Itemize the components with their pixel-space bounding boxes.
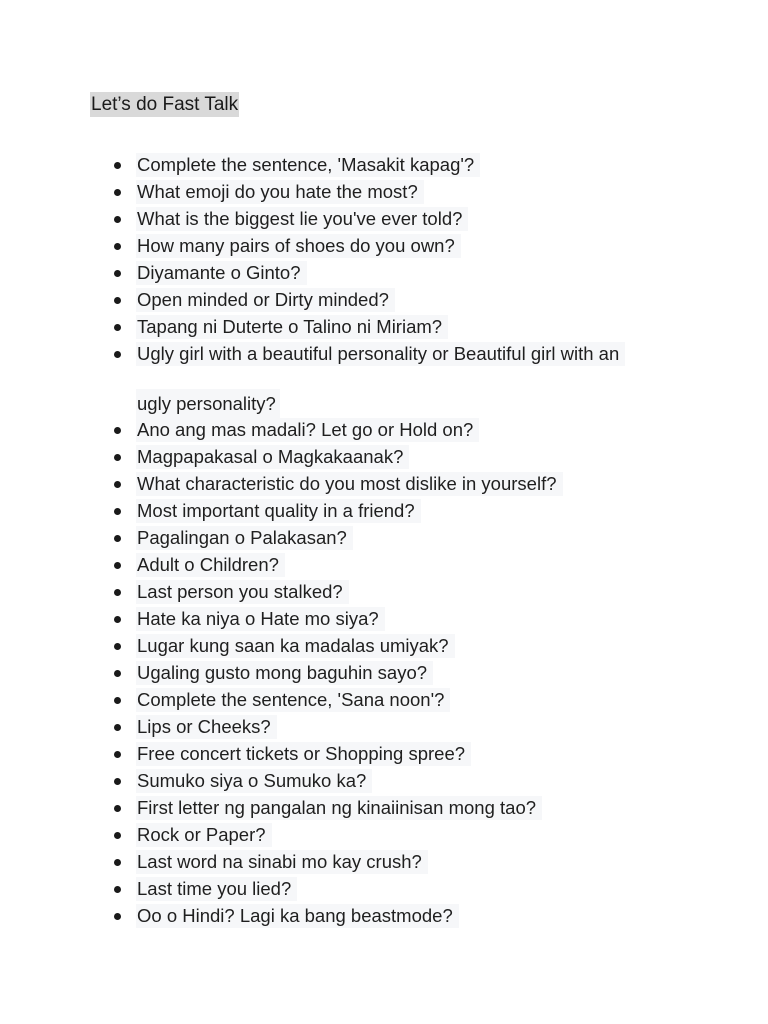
bullet-icon	[114, 616, 121, 623]
bullet-icon	[114, 805, 121, 812]
bullet-icon	[114, 913, 121, 920]
list-item	[112, 767, 732, 794]
question-text: Hate ka niya o Hate mo siya?	[136, 607, 385, 631]
list-item	[112, 713, 732, 740]
list-item	[112, 794, 732, 821]
bullet-icon	[114, 427, 121, 434]
list-item	[112, 232, 732, 259]
bullet-icon	[114, 724, 121, 731]
list-item	[112, 902, 732, 929]
list-item	[112, 578, 732, 605]
question-text: Rock or Paper?	[136, 823, 272, 847]
question-text: What is the biggest lie you've ever told?	[136, 207, 468, 231]
question-text: Last person you stalked?	[136, 580, 349, 604]
question-text: Diyamante o Ginto?	[136, 261, 307, 285]
question-text: Ugly girl with a beautiful personality or Beautiful girl with an	[136, 342, 625, 366]
list-item	[112, 286, 732, 313]
bullet-icon	[114, 270, 121, 277]
bullet-icon	[114, 670, 121, 677]
bullet-icon	[114, 643, 121, 650]
question-text: Magpapakasal o Magkakaanak?	[136, 445, 409, 469]
question-text: Pagalingan o Palakasan?	[136, 526, 353, 550]
question-text: Sumuko siya o Sumuko ka?	[136, 769, 372, 793]
list-item	[112, 740, 732, 767]
bullet-icon	[114, 859, 121, 866]
list-item	[112, 151, 732, 178]
document-title: Let’s do Fast Talk	[91, 94, 239, 115]
question-text: Lips or Cheeks?	[136, 715, 277, 739]
question-text: What characteristic do you most dislike in yourself?	[136, 472, 563, 496]
bullet-icon	[114, 481, 121, 488]
list-item	[112, 416, 732, 443]
bullet-icon	[114, 351, 121, 358]
list-item	[112, 821, 732, 848]
question-text: What emoji do you hate the most?	[136, 180, 424, 204]
bullet-icon	[114, 162, 121, 169]
list-item	[112, 178, 732, 205]
list-item	[112, 848, 732, 875]
question-text: How many pairs of shoes do you own?	[136, 234, 461, 258]
bullet-icon	[114, 508, 121, 515]
bullet-icon	[114, 562, 121, 569]
question-text: Ano ang mas madali? Let go or Hold on?	[136, 418, 479, 442]
list-item	[112, 497, 732, 524]
list-item	[112, 659, 732, 686]
bullet-icon	[114, 778, 121, 785]
question-text: Last word na sinabi mo kay crush?	[136, 850, 428, 874]
bullet-icon	[114, 886, 121, 893]
question-text-continuation: ugly personality?	[136, 389, 280, 419]
bullet-icon	[114, 751, 121, 758]
list-item	[112, 443, 732, 470]
list-item	[112, 524, 732, 551]
bullet-icon	[114, 697, 121, 704]
list-item	[112, 632, 732, 659]
question-text: Free concert tickets or Shopping spree?	[136, 742, 471, 766]
list-item	[112, 340, 732, 416]
question-text: Tapang ni Duterte o Talino ni Miriam?	[136, 315, 448, 339]
question-text: First letter ng pangalan ng kinaiinisan mong tao?	[136, 796, 542, 820]
list-item	[112, 205, 732, 232]
bullet-icon	[114, 324, 121, 331]
list-item	[112, 470, 732, 497]
question-list	[112, 151, 732, 929]
question-text: Complete the sentence, 'Sana noon'?	[136, 688, 450, 712]
bullet-icon	[114, 216, 121, 223]
bullet-icon	[114, 454, 121, 461]
question-text: Last time you lied?	[136, 877, 297, 901]
question-text: Adult o Children?	[136, 553, 285, 577]
question-text: Complete the sentence, 'Masakit kapag'?	[136, 153, 480, 177]
list-item	[112, 551, 732, 578]
list-item	[112, 875, 732, 902]
question-text: Most important quality in a friend?	[136, 499, 421, 523]
bullet-icon	[114, 589, 121, 596]
bullet-icon	[114, 243, 121, 250]
list-item	[112, 259, 732, 286]
bullet-icon	[114, 535, 121, 542]
bullet-icon	[114, 832, 121, 839]
question-text: Oo o Hindi? Lagi ka bang beastmode?	[136, 904, 459, 928]
list-item	[112, 313, 732, 340]
question-text: Open minded or Dirty minded?	[136, 288, 395, 312]
list-item	[112, 686, 732, 713]
list-item	[112, 605, 732, 632]
question-text: Lugar kung saan ka madalas umiyak?	[136, 634, 455, 658]
question-text: Ugaling gusto mong baguhin sayo?	[136, 661, 433, 685]
bullet-icon	[114, 189, 121, 196]
bullet-icon	[114, 297, 121, 304]
